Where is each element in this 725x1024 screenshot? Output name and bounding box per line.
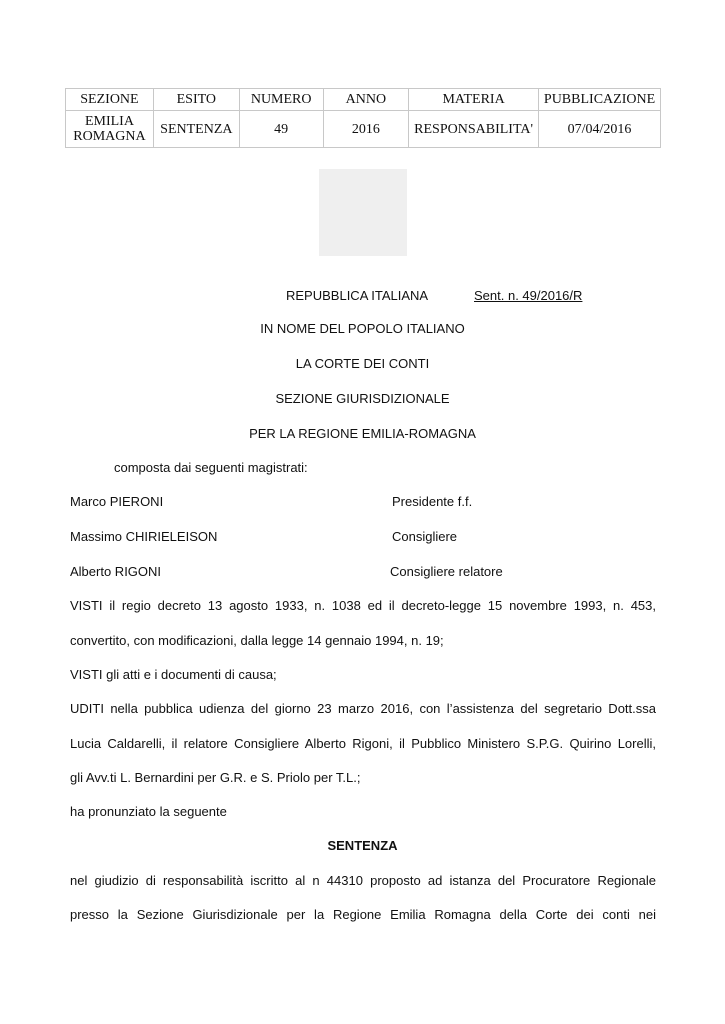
heading-people: IN NOME DEL POPOLO ITALIANO — [260, 321, 465, 336]
sezione-line-2: ROMAGNA — [73, 129, 146, 144]
giudizio-paragraph-line: presso la Sezione Giurisdizionale per la Regione Emilia Romagna della Corte dei conti nei — [70, 907, 656, 922]
magistrate-name: Alberto RIGONI — [70, 564, 162, 579]
visti-documents-line: VISTI gli atti e i documenti di causa; — [70, 667, 277, 682]
cell-sezione — [66, 111, 154, 148]
sezione-line-1: EMILIA — [84, 114, 134, 129]
heading-region: PER LA REGIONE EMILIA-ROMAGNA — [249, 426, 476, 441]
cell-anno: 2016 — [323, 111, 409, 148]
header-pubblicazione: PUBBLICAZIONE — [539, 89, 661, 111]
table-row — [66, 111, 661, 148]
magistrate-name: Massimo CHIRIELEISON — [70, 529, 218, 544]
uditi-paragraph-line: UDITI nella pubblica udienza del giorno 23 marzo 2016, con l’assistenza del segretario Dott.ssa — [70, 701, 656, 716]
heading-republic: REPUBBLICA ITALIANA — [286, 288, 429, 303]
visti-paragraph-line: convertito, con modificazioni, dalla legge 14 gennaio 1994, n. 19; — [70, 633, 444, 648]
visti-paragraph-line: VISTI il regio decreto 13 agosto 1933, n. 1038 ed il decreto-legge 15 novembre 1993, n. 453, — [70, 598, 656, 613]
emblem-placeholder-image — [319, 169, 407, 256]
cell-numero: 49 — [239, 111, 323, 148]
header-sezione: SEZIONE — [66, 89, 154, 111]
sentence-title: SENTENZA — [327, 838, 398, 853]
heading-section: SEZIONE GIURISDIZIONALE — [275, 391, 450, 406]
magistrate-name: Marco PIERONI — [70, 494, 164, 509]
pronounced-line: ha pronunziato la seguente — [70, 804, 227, 819]
magistrate-role: Presidente f.f. — [392, 494, 473, 509]
cell-esito: SENTENZA — [153, 111, 239, 148]
header-numero: NUMERO — [239, 89, 323, 111]
header-anno: ANNO — [323, 89, 409, 111]
sentence-reference: Sent. n. 49/2016/R — [474, 288, 583, 303]
cell-materia: RESPONSABILITA' — [409, 111, 539, 148]
header-materia: MATERIA — [409, 89, 539, 111]
uditi-paragraph-line: gli Avv.ti L. Bernardini per G.R. e S. Priolo per T.L.; — [70, 770, 361, 785]
cell-pubblicazione: 07/04/2016 — [539, 111, 661, 148]
magistrate-role: Consigliere relatore — [390, 564, 503, 579]
heading-court: LA CORTE DEI CONTI — [295, 356, 430, 371]
uditi-paragraph-line: Lucia Caldarelli, il relatore Consigliere Alberto Rigoni, il Pubblico Ministero S.P.G. Quirino Lorelli, — [70, 736, 656, 751]
magistrate-role: Consigliere — [392, 529, 458, 544]
giudizio-paragraph-line: nel giudizio di responsabilità iscritto al n 44310 proposto ad istanza del Procuratore Regionale — [70, 873, 656, 888]
metadata-table — [65, 88, 661, 148]
table-header-row — [66, 89, 661, 111]
header-esito: ESITO — [153, 89, 239, 111]
composition-intro: composta dai seguenti magistrati: — [114, 460, 308, 475]
